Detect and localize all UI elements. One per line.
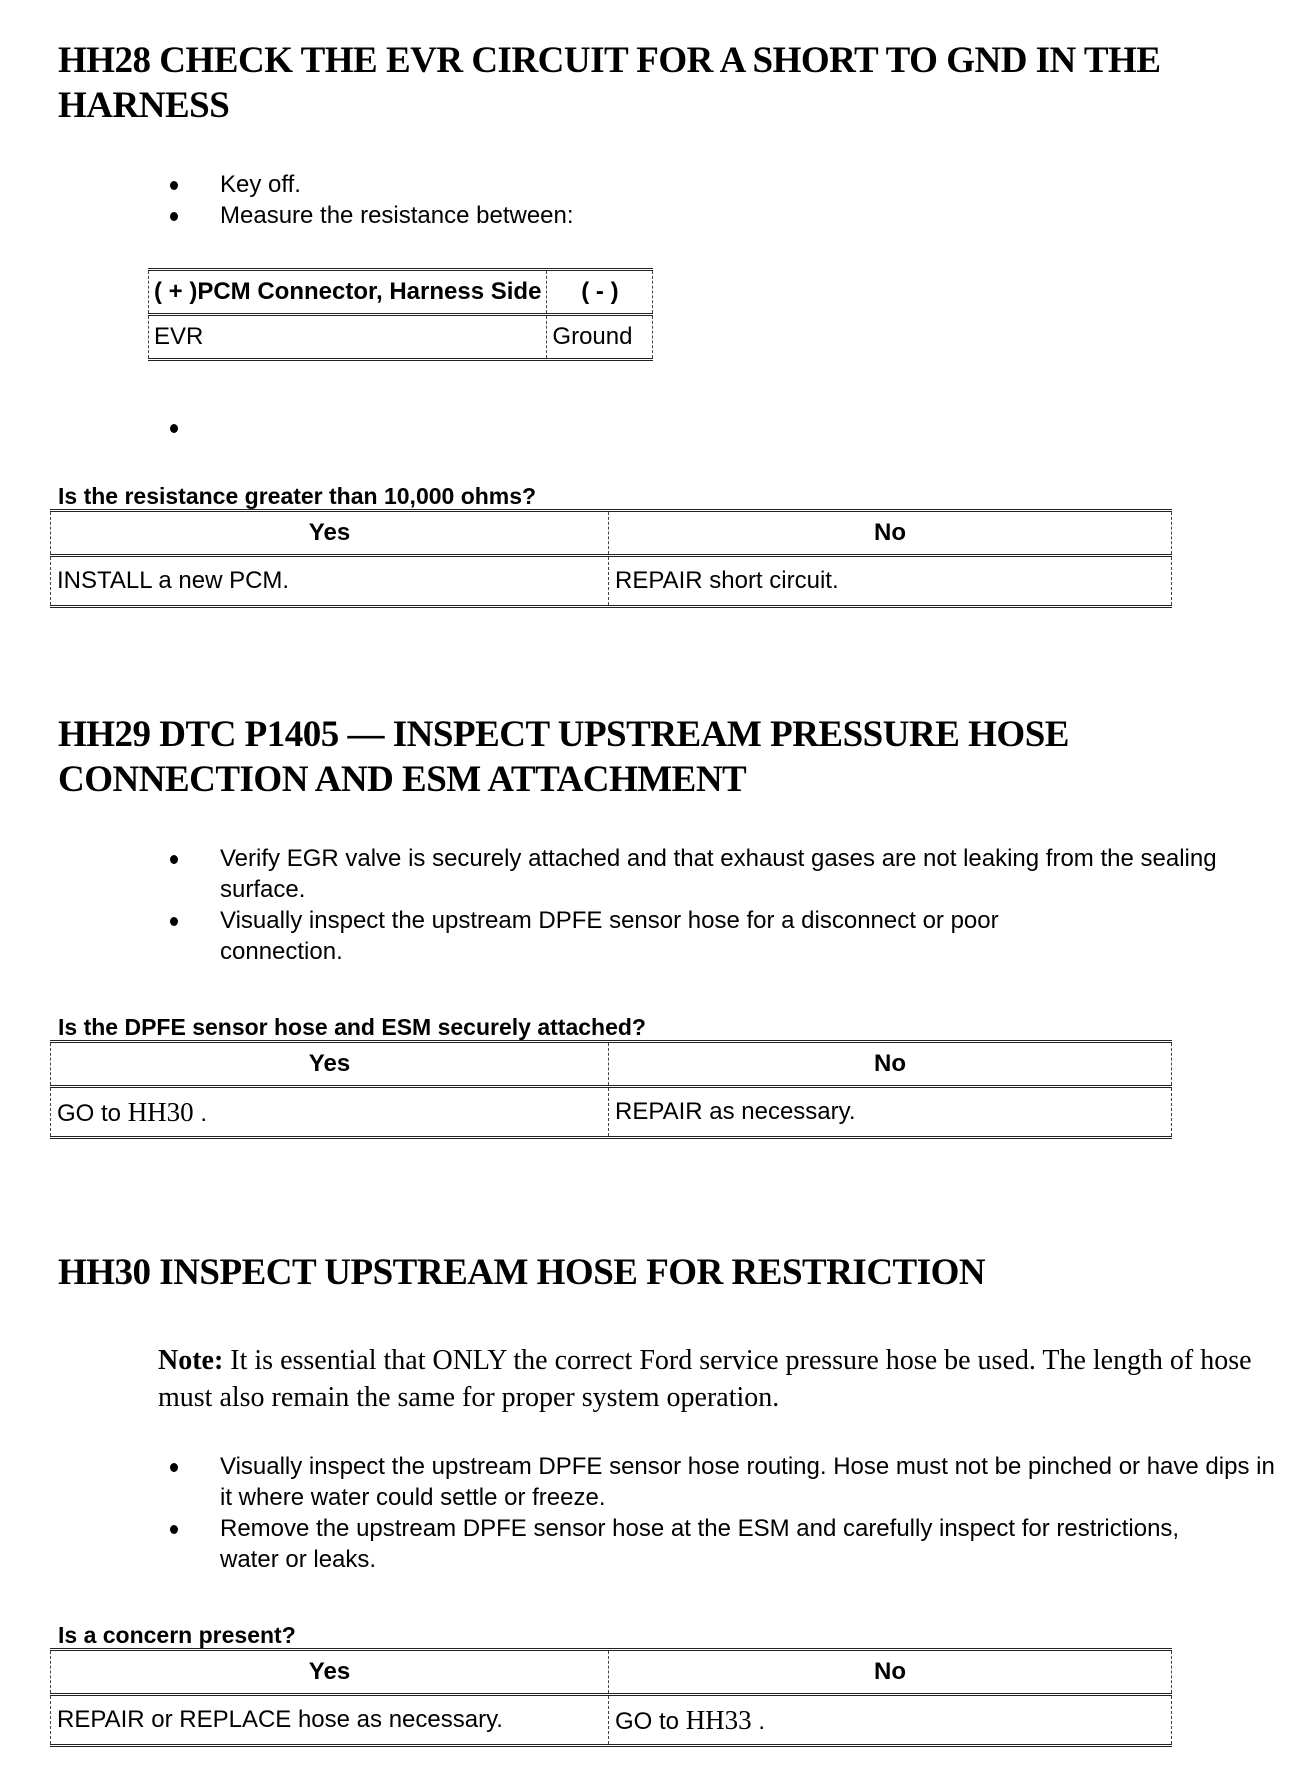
step-list-hh28 [168, 169, 574, 231]
table-header-row [51, 511, 1172, 556]
yes-header: Yes [51, 511, 609, 556]
step-text: Visually inspect the upstream DPFE sensor hose for a disconnect or poor connection. [220, 907, 999, 965]
note-text: It is essential that ONLY the correct Ford service pressure hose be used. The length of hose must also remain the same for proper system operation. [158, 1345, 1252, 1413]
no-header: No [609, 1042, 1172, 1087]
yes-action [51, 1087, 609, 1138]
section-heading-hh30 [58, 1250, 985, 1295]
measurement-table [148, 268, 653, 361]
no-action: REPAIR as necessary. [609, 1087, 1172, 1138]
step-text: Visually inspect the upstream DPFE sensor hose routing. Hose must not be pinched or have dips in it where water could settle or freeze. [220, 1453, 1275, 1511]
step-list-hh28-empty [168, 412, 227, 443]
section-heading-hh29 [58, 712, 1069, 802]
table-header-row [149, 270, 653, 315]
no-header: No [609, 1650, 1172, 1695]
yes-action: INSTALL a new PCM. [51, 556, 609, 607]
no-header: No [609, 511, 1172, 556]
section-heading-hh28 [58, 38, 1161, 128]
step-text: Remove the upstream DPFE sensor hose at the ESM and carefully inspect for restrictions, water or leaks. [220, 1515, 1180, 1573]
bullet-icon [170, 1463, 178, 1472]
yes-header: Yes [51, 1042, 609, 1087]
bullet-icon [170, 855, 178, 864]
question-hh28: Is the resistance greater than 10,000 ohms? [58, 483, 537, 509]
question-hh29: Is the DPFE sensor hose and ESM securely attached? [58, 1014, 646, 1040]
answer-table-hh28 [50, 509, 1172, 608]
table-header-row [51, 1650, 1172, 1695]
header-cell-positive: ( + )PCM Connector, Harness Side [149, 270, 547, 315]
answer-table-hh30 [50, 1648, 1172, 1747]
yes-action: REPAIR or REPLACE hose as necessary. [51, 1695, 609, 1746]
list-item [168, 905, 1100, 967]
list-item [168, 1451, 1288, 1513]
yes-header: Yes [51, 1650, 609, 1695]
note-label: Note: [158, 1345, 224, 1376]
heading-line-1: HH30 INSPECT UPSTREAM HOSE FOR RESTRICTION [58, 1252, 986, 1293]
step-link-hh33[interactable]: HH33 [685, 1704, 752, 1735]
table-row [51, 1087, 1172, 1138]
step-list-hh30 [168, 1451, 1288, 1575]
heading-line-2: CONNECTION AND ESM ATTACHMENT [58, 759, 747, 800]
heading-line-2: HARNESS [58, 85, 230, 126]
header-cell-negative: ( - ) [547, 270, 653, 315]
list-item [168, 169, 574, 200]
list-item [168, 843, 1288, 905]
list-item [168, 1513, 1220, 1575]
step-link-hh30[interactable]: HH30 [127, 1096, 194, 1127]
step-text: Verify EGR valve is securely attached and that exhaust gases are not leaking from the sealing surface. [220, 845, 1217, 903]
table-header-row [51, 1042, 1172, 1087]
bullet-icon [170, 1525, 178, 1534]
bullet-icon [170, 181, 178, 190]
action-text: GO to [57, 1099, 128, 1127]
table-row [149, 315, 653, 360]
bullet-icon [170, 917, 178, 926]
table-cell: EVR [149, 315, 547, 360]
bullet-icon [170, 212, 178, 221]
bullet-icon [170, 424, 178, 433]
no-action: REPAIR short circuit. [609, 556, 1172, 607]
step-list-hh29 [168, 843, 1288, 967]
heading-line-1: HH29 DTC P1405 — INSPECT UPSTREAM PRESSURE HOSE [58, 714, 1069, 755]
table-row [51, 1695, 1172, 1746]
no-action [609, 1695, 1172, 1746]
table-row [51, 556, 1172, 607]
heading-line-1: HH28 CHECK THE EVR CIRCUIT FOR A SHORT TO GND IN THE [58, 40, 1161, 81]
action-text: GO to [615, 1707, 686, 1735]
table-cell: Ground [547, 315, 653, 360]
list-item [168, 200, 574, 231]
action-text: . [751, 1707, 766, 1735]
action-text: . [193, 1099, 208, 1127]
question-hh30: Is a concern present? [58, 1622, 296, 1648]
note-block [158, 1342, 1258, 1416]
list-item [168, 412, 227, 443]
step-text: Key off. [220, 171, 301, 198]
answer-table-hh29 [50, 1040, 1172, 1139]
step-text: Measure the resistance between: [220, 202, 574, 229]
